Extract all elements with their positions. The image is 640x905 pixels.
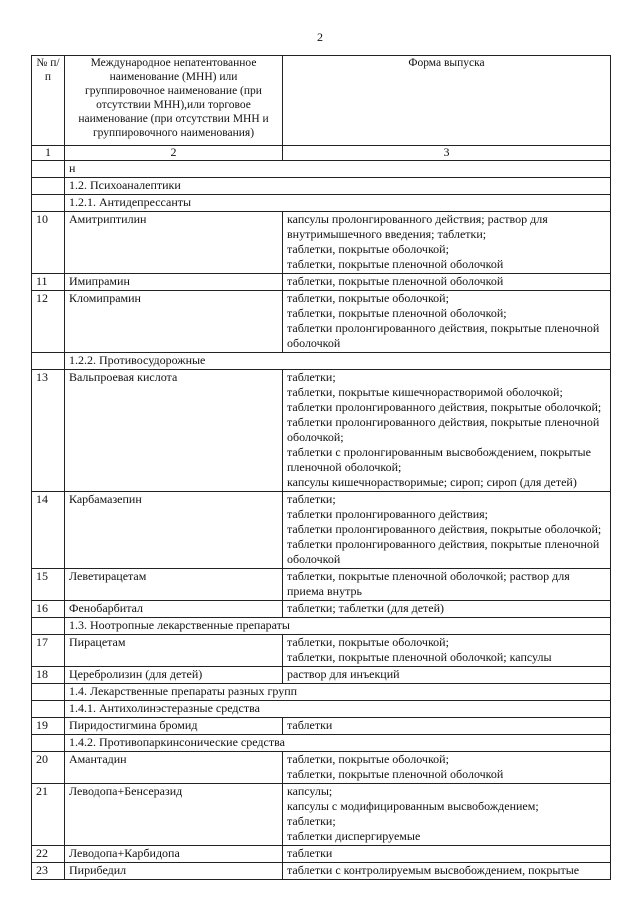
drug-name: Леводопа+Карбидопа: [65, 846, 283, 863]
table-row: [32, 492, 611, 569]
release-form-cell: [283, 212, 611, 274]
drug-name: Фенобарбитал: [65, 601, 283, 618]
release-form: таблетки, покрытые кишечнорастворимой оболочкой;: [287, 385, 563, 399]
group-number-cell: [32, 618, 65, 635]
group-row: [32, 161, 611, 178]
release-form: таблетки;: [287, 370, 336, 384]
column-index: 3: [283, 146, 611, 161]
table-row: [32, 784, 611, 846]
drug-name: Амантадин: [65, 752, 283, 784]
group-title: 1.4. Лекарственные препараты разных групп: [65, 684, 611, 701]
table-row: [32, 667, 611, 684]
release-form: таблетки, покрытые пленочной оболочкой; раствор для приема внутрь: [287, 569, 570, 598]
table-row: [32, 212, 611, 274]
release-form-cell: [283, 718, 611, 735]
drug-name: Пирибедил: [65, 863, 283, 880]
release-form-cell: [283, 752, 611, 784]
group-number-cell: [32, 701, 65, 718]
release-form: таблетки пролонгированного действия;: [287, 507, 489, 521]
release-form-cell: [283, 784, 611, 846]
group-row: [32, 735, 611, 752]
release-form: таблетки, покрытые пленочной оболочкой: [287, 257, 504, 271]
release-form: таблетки пролонгированного действия, покрытые пленочной оболочкой;: [287, 415, 600, 444]
group-title: 1.2. Психоаналептики: [65, 178, 611, 195]
row-number: 15: [32, 569, 65, 601]
release-form: таблетки, покрытые оболочкой;: [287, 635, 449, 649]
release-form: таблетки пролонгированного действия, покрытые оболочкой;: [287, 400, 602, 414]
group-row: [32, 618, 611, 635]
row-number: 10: [32, 212, 65, 274]
drug-name: Кломипрамин: [65, 291, 283, 353]
row-number: 19: [32, 718, 65, 735]
group-title: 1.3. Ноотропные лекарственные препараты: [65, 618, 611, 635]
row-number: 13: [32, 370, 65, 492]
column-index: 1: [32, 146, 65, 161]
release-form: таблетки пролонгированного действия, покрытые пленочной оболочкой: [287, 537, 600, 566]
release-form: таблетки, покрытые пленочной оболочкой; капсулы: [287, 650, 552, 664]
release-form: таблетки, покрытые пленочной оболочкой;: [287, 306, 507, 320]
group-number-cell: [32, 161, 65, 178]
group-row: [32, 701, 611, 718]
release-form: таблетки, покрытые пленочной оболочкой: [287, 767, 504, 781]
table-header-row: [32, 56, 611, 146]
row-number: 18: [32, 667, 65, 684]
release-form: раствор для инъекций: [287, 667, 400, 681]
release-form: таблетки пролонгированного действия, покрытые пленочной оболочкой: [287, 321, 600, 350]
release-form-cell: [283, 291, 611, 353]
drug-name: Церебролизин (для детей): [65, 667, 283, 684]
row-number: 21: [32, 784, 65, 846]
release-form-cell: [283, 274, 611, 291]
table-row: [32, 601, 611, 618]
row-number: 12: [32, 291, 65, 353]
release-form: таблетки: [287, 718, 333, 732]
release-form: таблетки; таблетки (для детей): [287, 601, 445, 615]
header-form: Форма выпуска: [283, 56, 611, 146]
table-row: [32, 274, 611, 291]
release-form: таблетки, покрытые оболочкой;: [287, 291, 449, 305]
drug-name: Вальпроевая кислота: [65, 370, 283, 492]
release-form-cell: [283, 846, 611, 863]
drug-table: [31, 55, 611, 880]
row-number: 23: [32, 863, 65, 880]
table-row: [32, 846, 611, 863]
drug-name: Карбамазепин: [65, 492, 283, 569]
table-row: [32, 718, 611, 735]
release-form: таблетки с пролонгированным высвобождением, покрытые пленочной оболочкой;: [287, 445, 591, 474]
release-form-cell: [283, 569, 611, 601]
group-title: 1.4.2. Противопаркинсонические средства: [65, 735, 611, 752]
group-title: н: [65, 161, 611, 178]
table-row: [32, 370, 611, 492]
release-form-cell: [283, 667, 611, 684]
row-number: 16: [32, 601, 65, 618]
table-row: [32, 291, 611, 353]
release-form-cell: [283, 370, 611, 492]
release-form-cell: [283, 601, 611, 618]
release-form-cell: [283, 492, 611, 569]
row-number: 20: [32, 752, 65, 784]
header-number: № п/п: [32, 56, 65, 146]
release-form: таблетки;: [287, 814, 336, 828]
drug-name: Пиридостигмина бромид: [65, 718, 283, 735]
row-number: 11: [32, 274, 65, 291]
column-index: 2: [65, 146, 283, 161]
group-title: 1.4.1. Антихолинэстеразные средства: [65, 701, 611, 718]
group-number-cell: [32, 735, 65, 752]
release-form: капсулы пролонгированного действия; раствор для внутримышечного введения; таблетки;: [287, 212, 548, 241]
release-form: таблетки, покрытые пленочной оболочкой: [287, 274, 504, 288]
release-form: таблетки пролонгированного действия, покрытые оболочкой;: [287, 522, 602, 536]
release-form: таблетки с контролируемым высвобождением, покрытые: [287, 863, 580, 877]
release-form-cell: [283, 863, 611, 880]
release-form: таблетки диспергируемые: [287, 829, 421, 843]
table-row: [32, 635, 611, 667]
drug-name: Имипрамин: [65, 274, 283, 291]
release-form: капсулы с модифицированным высвобождением;: [287, 799, 539, 813]
table-row: [32, 569, 611, 601]
release-form: таблетки, покрытые оболочкой;: [287, 752, 449, 766]
row-number: 17: [32, 635, 65, 667]
row-number: 14: [32, 492, 65, 569]
group-row: [32, 353, 611, 370]
group-number-cell: [32, 684, 65, 701]
group-number-cell: [32, 178, 65, 195]
group-title: 1.2.2. Противосудорожные: [65, 353, 611, 370]
release-form: таблетки: [287, 846, 333, 860]
release-form: капсулы;: [287, 784, 333, 798]
release-form: таблетки;: [287, 492, 336, 506]
group-number-cell: [32, 353, 65, 370]
group-number-cell: [32, 195, 65, 212]
group-title: 1.2.1. Антидепрессанты: [65, 195, 611, 212]
group-row: [32, 684, 611, 701]
drug-name: Пирацетам: [65, 635, 283, 667]
release-form: таблетки, покрытые оболочкой;: [287, 242, 449, 256]
group-row: [32, 195, 611, 212]
page-number: 2: [317, 30, 323, 44]
table-row: [32, 863, 611, 880]
drug-name: Амитриптилин: [65, 212, 283, 274]
header-name: Международное непатентованное наименование (МНН) или группировочное наименование (при отсутствии МНН),или торговое наименование (при отсутствии МНН и группировочного наименования): [65, 56, 283, 146]
table-row: [32, 752, 611, 784]
drug-name: Леводопа+Бенсеразид: [65, 784, 283, 846]
release-form: капсулы кишечнорастворимые; сироп; сироп (для детей): [287, 475, 577, 489]
group-row: [32, 178, 611, 195]
column-index-row: [32, 146, 611, 161]
release-form-cell: [283, 635, 611, 667]
drug-name: Леветирацетам: [65, 569, 283, 601]
table-body: [32, 161, 611, 880]
row-number: 22: [32, 846, 65, 863]
